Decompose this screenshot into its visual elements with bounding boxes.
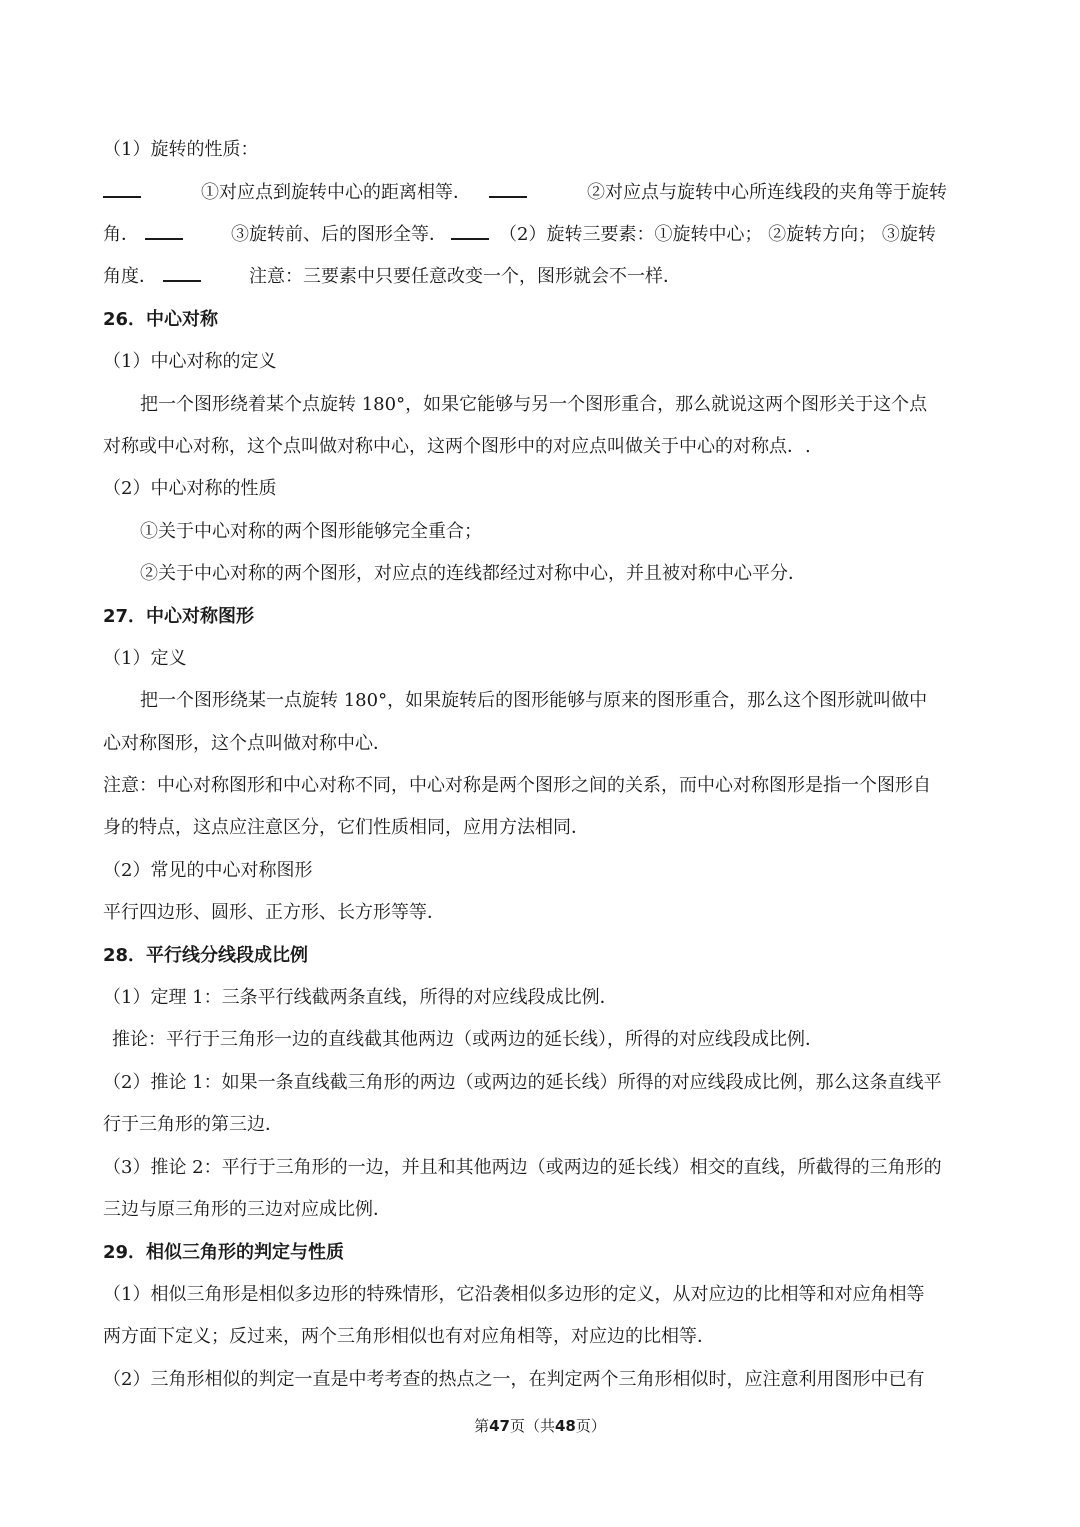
page-footer: 第47页（共48页） xyxy=(474,1417,606,1435)
section-heading: 27．中心对称图形 xyxy=(103,606,255,627)
text-line: （2）三角形相似的判定一直是中考考查的热点之一，在判定两个三角形相似时，应注意利用图形中已有 xyxy=(103,1369,925,1390)
section-heading: 28．平行线分线段成比例 xyxy=(103,945,309,966)
text-line: 三边与原三角形的三边对应成比例． xyxy=(103,1199,391,1220)
text-line: 对称或中心对称，这个点叫做对称中心，这两个图形中的对应点叫做关于中心的对称点．. xyxy=(103,436,811,457)
section-heading: 26．中心对称 xyxy=(103,309,219,330)
text-line: ①关于中心对称的两个图形能够完全重合； xyxy=(140,521,482,542)
text-line: 两方面下定义；反过来，两个三角形相似也有对应角相等，对应边的比相等． xyxy=(103,1326,715,1347)
text-line: （1）定义 xyxy=(103,648,187,669)
text-line: （2）推论 1：如果一条直线截三角形的两边（或两边的延长线）所得的对应线段成比例，那么这条直线平 xyxy=(103,1072,942,1093)
text-line: 身的特点，这点应注意区分，它们性质相同，应用方法相同． xyxy=(103,817,589,838)
text-line: （1）中心对称的定义 xyxy=(103,351,277,372)
text-line: 注意：中心对称图形和中心对称不同，中心对称是两个图形之间的关系，而中心对称图形是指一个图形自 xyxy=(103,775,931,796)
text-line: （1）定理 1：三条平行线截两条直线，所得的对应线段成比例． xyxy=(103,987,618,1008)
text-line: 心对称图形，这个点叫做对称中心． xyxy=(103,733,391,754)
text-line: （3）推论 2：平行于三角形的一边，并且和其他两边（或两边的延长线）相交的直线，所截得的三角形的 xyxy=(103,1157,942,1178)
text-line: 角． ③旋转前、后的图形全等． （2）旋转三要素：①旋转中心； ②旋转方向； ③旋转 xyxy=(103,224,936,245)
answer-blank[interactable] xyxy=(489,182,527,198)
text-line: （1）相似三角形是相似多边形的特殊情形，它沿袭相似多边形的定义，从对应边的比相等和对应角相等 xyxy=(103,1284,925,1305)
answer-blank[interactable] xyxy=(451,224,489,240)
text-line: 平行四边形、圆形、正方形、长方形等等． xyxy=(103,902,445,923)
current-page-number: 47 xyxy=(489,1417,510,1435)
text-line: ②关于中心对称的两个图形，对应点的连线都经过对称中心，并且被对称中心平分． xyxy=(140,563,806,584)
text-line: （1）旋转的性质： xyxy=(103,139,259,160)
answer-blank[interactable] xyxy=(163,266,201,282)
text-line: 把一个图形绕某一点旋转 180°，如果旋转后的图形能够与原来的图形重合，那么这个图形就叫做中 xyxy=(140,690,928,711)
text-line: 把一个图形绕着某个点旋转 180°，如果它能够与另一个图形重合，那么就说这两个图形关于这个点 xyxy=(140,394,928,415)
text-line: 角度． 注意：三要素中只要任意改变一个，图形就会不一样． xyxy=(103,266,681,287)
answer-blank[interactable] xyxy=(103,182,141,198)
text-line: （2）常见的中心对称图形 xyxy=(103,860,313,881)
section-heading: 29．相似三角形的判定与性质 xyxy=(103,1242,345,1263)
total-page-count: 48 xyxy=(555,1417,576,1435)
text-line: 推论：平行于三角形一边的直线截其他两边（或两边的延长线），所得的对应线段成比例． xyxy=(112,1029,823,1050)
text-line: （2）中心对称的性质 xyxy=(103,478,277,499)
answer-blank[interactable] xyxy=(145,224,183,240)
text-line: ①对应点到旋转中心的距离相等． ②对应点与旋转中心所连线段的夹角等于旋转 xyxy=(103,180,978,206)
text-line: 行于三角形的第三边． xyxy=(103,1114,283,1135)
